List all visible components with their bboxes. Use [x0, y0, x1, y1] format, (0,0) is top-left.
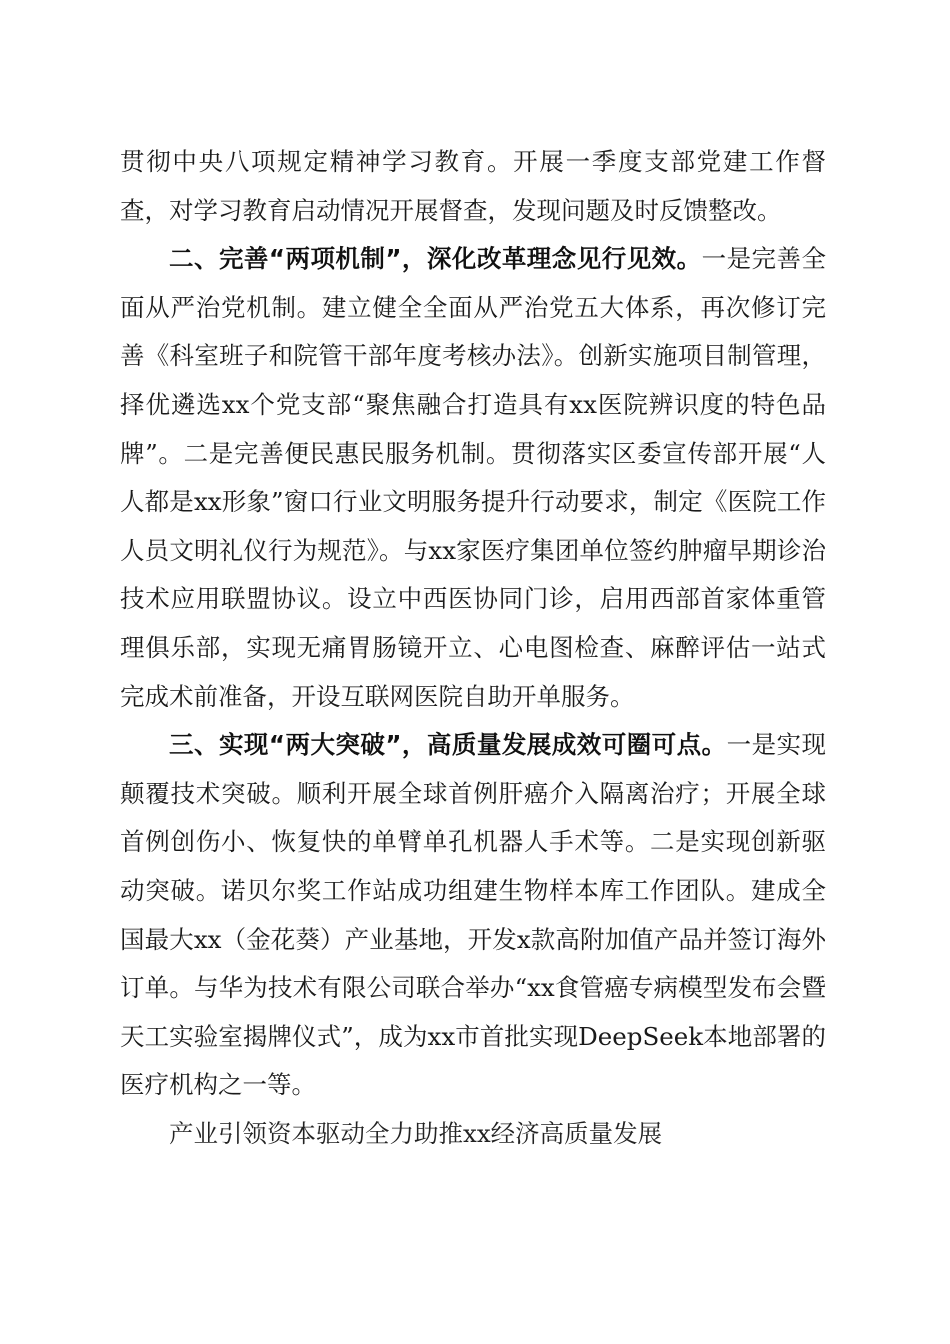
section-3-body: 一是实现颠覆技术突破。顺利开展全球首例肝癌介入隔离治疗；开展全球首例创伤小、恢复快的单臂单孔机器人手术等。二是实现创新驱动突破。诺贝尔奖工作站成功组建生物样本库工作团队。建成全国最大xx（金花葵）产业基地，开发x款高附加值产品并签订海外订单。与华为技术有限公司联合举办“xx食管癌专病模型发布会暨天工实验室揭牌仪式”，成为xx市首批实现DeepSeek本地部署的医疗机构之一等。	[120, 730, 827, 1100]
paragraph-section-3	[120, 721, 826, 1110]
paragraph-section-2	[120, 235, 826, 721]
next-article-title: 产业引领资本驱动全力助推xx经济高质量发展	[169, 1118, 663, 1148]
section-3-heading: 三、实现“两大突破”，高质量发展成效可圈可点。	[169, 730, 727, 760]
section-2-heading: 二、完善“两项机制”，深化改革理念见行见效。	[169, 244, 702, 274]
section-2-body: 一是完善全面从严治党机制。建立健全全面从严治党五大体系，再次修订完善《科室班子和院管干部年度考核办法》。创新实施项目制管理，择优遴选xx个党支部“聚焦融合打造具有xx医院辨识度的特色品牌”。二是完善便民惠民服务机制。贯彻落实区委宣传部开展“人人都是xx形象”窗口行业文明服务提升行动要求，制定《医院工作人员文明礼仪行为规范》。与xx家医疗集团单位签约肿瘤早期诊治技术应用联盟协议。设立中西医协同门诊，启用西部首家体重管理俱乐部，实现无痛胃肠镜开立、心电图检查、麻醉评估一站式完成术前准备，开设互联网医院自助开单服务。	[120, 244, 827, 711]
document-body	[120, 138, 826, 1158]
paragraph-continued: 贯彻中央八项规定精神学习教育。开展一季度支部党建工作督查，对学习教育启动情况开展督查，发现问题及时反馈整改。	[120, 147, 826, 225]
